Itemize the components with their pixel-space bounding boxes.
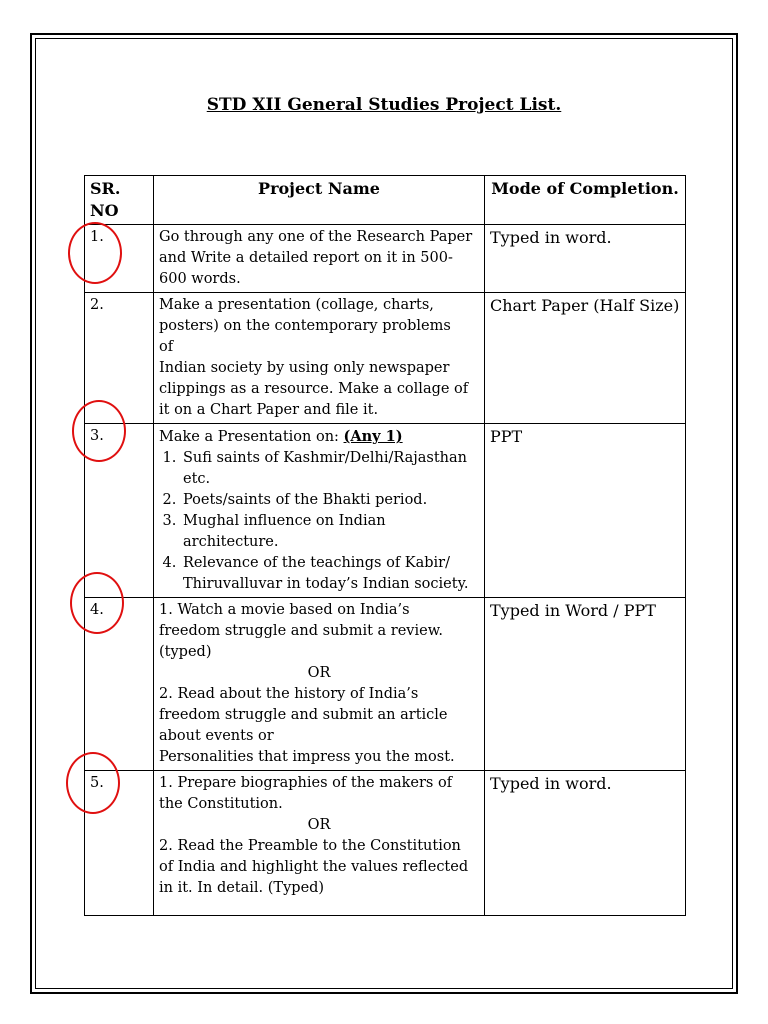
project-line: it on a Chart Paper and file it. [159,402,379,418]
project-line: freedom struggle and submit an article [159,707,448,723]
row-sr: 3. [85,424,154,598]
project-line: 1. Watch a movie based on India’s [159,602,410,618]
list-item: 1. Sufi saints of Kashmir/Delhi/Rajasthan etc. [181,448,479,490]
project-line: freedom struggle and submit a review. [159,623,443,639]
project-name [154,771,485,916]
completion-mode: PPT [485,424,686,598]
red-circle-annotation [70,572,124,634]
table-row [85,424,686,598]
project-line: of [159,339,174,355]
project-line: about events or [159,728,274,744]
project-line: and Write a detailed report on it in 500- [159,250,453,266]
project-name [154,598,485,771]
list-item: 4. Relevance of the teachings of Kabir/ Thiruvalluvar in today’s Indian society. [181,553,479,595]
header-sr-no: SR. NO [85,176,154,225]
project-line: of India and highlight the values reflected [159,859,469,875]
project-line: clippings as a resource. Make a collage of [159,381,469,397]
or-separator: OR [307,665,331,681]
completion-mode: Typed in Word / PPT [485,598,686,771]
red-circle-annotation [68,222,122,284]
header-mode: Mode of Completion. [485,176,686,225]
list-item: 2. Poets/saints of the Bhakti period. [181,490,479,511]
red-circle-annotation [66,752,120,814]
table-header-row [85,176,686,225]
table-row [85,225,686,293]
row-sr: 4. [85,598,154,771]
document-title: STD XII General Studies Project List. [206,95,562,115]
project-line: posters) on the contemporary problems [159,318,451,334]
project-line: the Constitution. [159,796,283,812]
row-sr: 5. [85,771,154,916]
red-circle-annotation [72,400,126,462]
row-sr: 2. [85,293,154,424]
project-line: 2. Read the Preamble to the Constitution [159,838,461,854]
table-row [85,771,686,916]
project-line: 2. Read about the history of India’s [159,686,419,702]
list-item: 3. Mughal influence on Indian architecture. [181,511,479,553]
project-line: 1. Prepare biographies of the makers of [159,775,453,791]
project-line: Indian society by using only newspaper [159,360,450,376]
completion-mode: Chart Paper (Half Size) [485,293,686,424]
completion-mode: Typed in word. [485,771,686,916]
header-project-name: Project Name [154,176,485,225]
project-line: in it. In detail. (Typed) [159,880,325,896]
project-line: (typed) [159,644,212,660]
project-line: 600 words. [159,271,241,287]
project-name [154,293,485,424]
table-row [85,598,686,771]
topic-list [159,448,479,595]
project-name [154,424,485,598]
project-line: Make a presentation (collage, charts, [159,297,434,313]
table-row [85,293,686,424]
row-sr: 1. [85,225,154,293]
completion-mode: Typed in word. [485,225,686,293]
project-name [154,225,485,293]
project-line: Go through any one of the Research Paper [159,229,473,245]
presentation-intro: Make a Presentation on: [159,429,344,445]
project-table [84,175,686,916]
any-one-label: (Any 1) [343,428,403,445]
or-separator: OR [307,817,331,833]
project-line: Personalities that impress you the most. [159,749,455,765]
